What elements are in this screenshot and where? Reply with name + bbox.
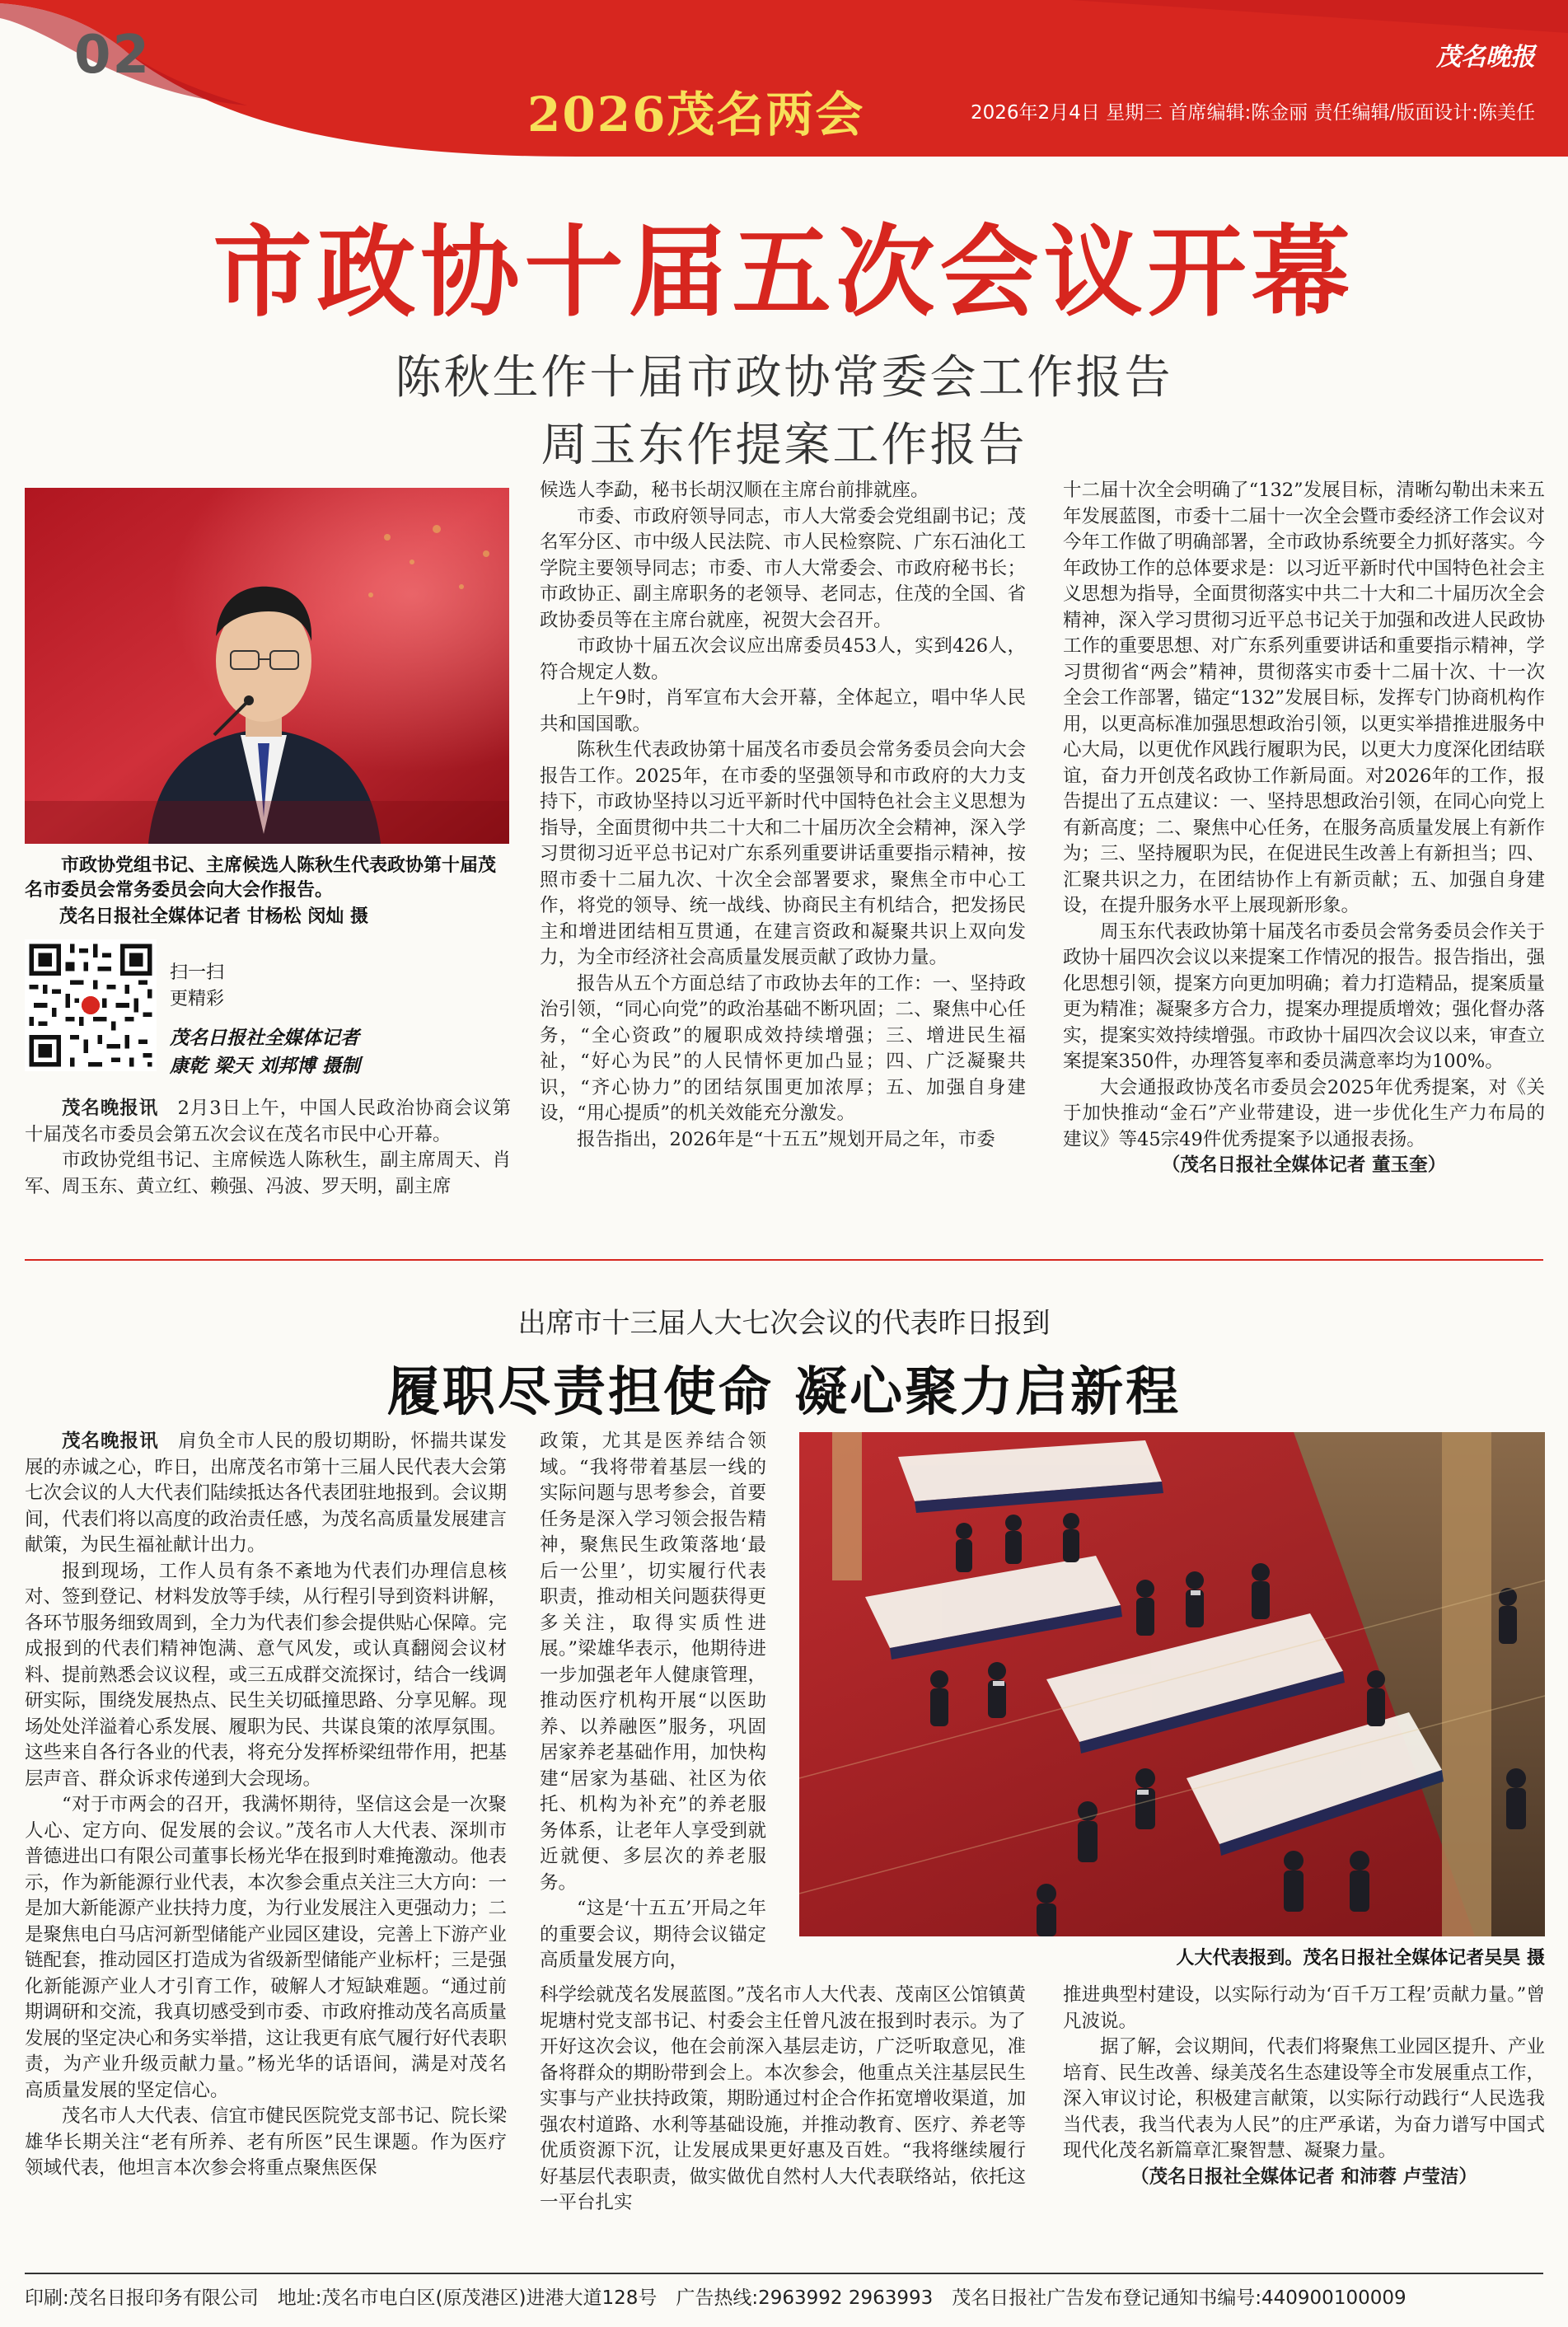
subheadline-2: 周玉东作提案工作报告 bbox=[541, 419, 1027, 472]
main-headline: 市政协十届五次会议开幕 bbox=[213, 216, 1355, 330]
story1-paragraph-2: 市政协党组书记、主席候选人陈秋生，副主席周天、肖军、周玉东、黄立红、赖强、冯波、罗天明，副主席 bbox=[25, 1149, 511, 1197]
page-number: 02 bbox=[74, 25, 152, 86]
story2-column-1 bbox=[25, 1429, 507, 2261]
story2-byline: （茂名日报社全媒体记者 和沛蓉 卢莹洁） bbox=[1130, 2165, 1477, 2188]
story1-col3-p3: 大会通报政协茂名市委员会2025年优秀提案，对《关于加快推动“金石”产业带建设，进一步优化生产力布局的建议》等45宗49件优秀提案予以通报表扬。 bbox=[1063, 1076, 1545, 1150]
registration-photo-caption: 人大代表报到。茂名日报社全媒体记者吴昊 摄 bbox=[1176, 1948, 1545, 1969]
registration-photo bbox=[799, 1432, 1545, 1936]
story1-column-2 bbox=[540, 478, 1026, 1249]
story2-column-2-continued bbox=[540, 1983, 1026, 2261]
story1-col2-p4: 上午9时，肖军宣布大会开幕，全体起立，唱中华人民共和国国歌。 bbox=[540, 687, 1026, 735]
dateline: 茂名晚报讯 bbox=[62, 1098, 159, 1119]
story-divider bbox=[25, 1259, 1543, 1261]
story1-col2-p7: 报告指出，2026年是“十五五”规划开局之年，市委 bbox=[577, 1128, 995, 1150]
story1-byline: （茂名日报社全媒体记者 董玉奎） bbox=[1161, 1154, 1447, 1176]
qr-label-more: 更精彩 bbox=[170, 989, 225, 1009]
story2-kicker: 出席市十三届人大七次会议的代表昨日报到 bbox=[517, 1307, 1051, 1340]
qr-label-scan: 扫一扫 bbox=[170, 962, 225, 983]
footer-imprint: 印刷:茂名日报印务有限公司 地址:茂名市电白区(原茂港区)进港大道128号 广告热线:2963992 2963993 茂名日报社广告发布登记通知书编号:440900100009 bbox=[25, 2287, 1407, 2309]
story2-col3-p2: 据了解，会议期间，代表们将聚焦工业园区提升、产业培育、民生改善、绿美茂名生态建设等全市发展重点工作，深入审议讨论，积极建言献策，以实际行动践行“人民选我当代表，我当代表为人民”的庄严承诺，为奋力谱写中国式现代化茂名新篇章汇聚智慧、凝聚力量。 bbox=[1063, 2036, 1546, 2161]
story2-headline: 履职尽责担使命 凝心聚力启新程 bbox=[386, 1362, 1182, 1423]
story2-column-3 bbox=[1063, 1983, 1545, 2261]
section-title: 2026茂名两会 bbox=[527, 87, 865, 143]
story1-col2-p5: 陈秋生代表政协第十届茂名市委员会常务委员会向大会报告工作。2025年，在市委的坚强领导和市政府的大力支持下，市政协坚持以习近平新时代中国特色社会主义思想为指导，全面贯彻中共二十大和二十届历次全会精神，深入学习贯彻习近平总书记对广东系列重要讲话重要指示精神，按照市委十二届九次、十次全会部署要求，聚焦全市中心工作，将党的领导、统一战线、协商民主有机结合，把发扬民主和增进团结相互贯通，在建言资政和凝聚共识上双向发力，为全市经济社会高质量发展贡献了政协力量。 bbox=[540, 739, 1026, 968]
story1-col2-p2: 市委、市政府领导同志，市人大常委会党组副书记；茂名军分区、市中级人民法院、市人民检察院、广东石油化工学院主要领导同志；市委、市人大常委会、市政府秘书长；市政协正、副主席职务的老领导、老同志，住茂的全国、省政协委员等在主席台就座，祝贺大会召开。 bbox=[540, 505, 1026, 631]
story2-col2-p1: 政策，尤其是医养结合领域。“我将带着基层一线的实际问题与思考参会，首要任务是深入学习领会报告精神，聚焦民生政策落地‘最后一公里’，切实履行代表职责，推动相关问题获得更多关注，取得实质性进展。”梁雄华表示，他期待进一步加强老年人健康管理，推动医疗机构开展“以医助养、以养融医”服务，巩固居家养老基础作用，加快构建“居家为基础、社区为依托、机构为补充”的养老服务体系，让老年人享受到就近就便、多层次的养老服务。 bbox=[540, 1430, 766, 1894]
qr-code-image bbox=[25, 939, 157, 1071]
story2-paragraph-3: “对于市两会的召开，我满怀期待，坚信这会是一次聚人心、定方向、促发展的会议。”茂名市人大代表、深圳市普德进出口有限公司董事长杨光华在报到时难掩激动。他表示，作为新能源行业代表，本次参会重点关注三大方向：一是加大新能源产业扶持力度，为行业发展注入更强动力；二是聚焦电白马店河新型储能产业园区建设，完善上下游产业链配套，推动园区打造成为省级新型储能产业标杆；三是强化新能源产业人才引育工作，破解人才短缺难题。“通过前期调研和交流，我真切感受到市委、市政府推动茂名高质量发展的坚定决心和务实举措，这让我更有底气履行好代表职责，为产业升级贡献力量。”杨光华的话语间，满是对茂名高质量发展的坚定信心。 bbox=[25, 1794, 508, 2101]
speaker-photo-credit: 茂名日报社全媒体记者 甘杨松 闵灿 摄 bbox=[59, 906, 368, 927]
story1-column-1 bbox=[25, 1096, 511, 1249]
story2-col3-p1: 推进典型村建设，以实际行动为‘百千万工程’贡献力量。”曾凡波说。 bbox=[1063, 1984, 1545, 2032]
story1-col3-p1: 十二届十次全会明确了“132”发展目标，清晰勾勒出未来五年发展蓝图，市委十二届十一次全会暨市委经济工作会议对今年工作做了明确部署，全市政协系统要全力抓好落实。今年政协工作的总体要求是：以习近平新时代中国特色社会主义思想为指导，全面贯彻落实中共二十大和二十届历次全会精神，深入学习贯彻习近平总书记关于加强和改进人民政协工作的重要思想、对广东系列重要讲话和重要指示精神，学习贯彻省“两会”精神，贯彻落实市委十二届十次、十一次全会工作部署，锚定“132”发展目标，发挥专门协商机构作用，以更高标准加强思想政治引领，以更实举措推进服务中心大局，以更优作风践行履职为民，以更大力度深化团结联谊，奋力开创茂名政协工作新局面。对2026年的工作，报告提出了五点建议：一、坚持思想政治引领，在同心向党上有新高度；二、聚焦中心任务，在服务高质量发展上有新作为；三、坚持履职为民，在促进民生改善上有新担当；四、汇聚共识之力，在团结协作上有新贡献；五、加强自身建设，在提升服务水平上展现新形象。 bbox=[1063, 480, 1546, 916]
story1-col2-p3: 市政协十届五次会议应出席委员453人，实到426人，符合规定人数。 bbox=[540, 635, 1026, 683]
story2-paragraph-1: 肩负全市人民的殷切期盼，怀揣共谋发展的赤诚之心，昨日，出席茂名市第十三届人民代表大会第七次会议的人大代表们陆续抵达各代表团驻地报到。会议期间，代表们将以高度的政治责任感，为茂名高质量发展建言献策，为民生福祉献计出力。 bbox=[25, 1430, 508, 1556]
speaker-photo bbox=[25, 488, 509, 844]
speaker-photo-caption bbox=[25, 854, 509, 903]
story2-col2-p2: “这是‘十五五’开局之年的重要会议，期待会议锚定高质量发展方向， bbox=[540, 1898, 766, 1971]
footer-rule bbox=[25, 2273, 1543, 2274]
speaker-photo-caption-text: 市政协党组书记、主席候选人陈秋生代表政协第十届茂名市委员会常务委员会向大会作报告。 bbox=[25, 855, 497, 901]
story1-col2-p1: 候选人李勐，秘书长胡汉顺在主席台前排就座。 bbox=[540, 480, 929, 501]
story2-column-2 bbox=[540, 1429, 766, 1971]
story2-paragraph-4: 茂名市人大代表、信宜市健民医院党支部书记、院长梁雄华长期关注“老有所养、老有所医”民生课题。作为医疗领域代表，他坦言本次参会将重点聚焦医保 bbox=[25, 2105, 508, 2179]
issue-info: 2026年2月4日 星期三 首席编辑:陈金丽 责任编辑/版面设计:陈美任 bbox=[971, 102, 1535, 124]
video-credit-names: 康乾 梁天 刘邦博 摄制 bbox=[170, 1056, 361, 1077]
story2-dateline: 茂名晚报讯 bbox=[62, 1430, 159, 1452]
story1-paragraph-1: 2月3日上午，中国人民政治协商会议第十届茂名市委员会第五次会议在茂名市民中心开幕。 bbox=[25, 1098, 511, 1145]
story1-col3-p2: 周玉东代表政协第十届茂名市委员会常务委员会作关于政协十届四次会议以来提案工作情况的报告。报告指出，强化思想引领，提案方向更加明确；着力打造精品，提案质量更为精准；凝聚多方合力，提案办理提质增效；强化督办落实，提案实效持续增强。市政协十届四次会议以来，审查立案提案350件，办理答复率和委员满意率均为100%。 bbox=[1063, 920, 1546, 1072]
story1-column-3 bbox=[1063, 478, 1545, 1249]
story2-wide-p1: 科学绘就茂名发展蓝图。”茂名市人大代表、茂南区公馆镇黄坭塘村党支部书记、村委会主任曾凡波在报到时表示。为了开好这次会议，他在会前深入基层走访，广泛听取意见，准备将群众的期盼带到会上。本次参会，他重点关注基层民生实事与产业扶持政策，期盼通过村企合作拓宽增收渠道，加强农村道路、水利等基础设施，并推动教育、医疗、养老等优质资源下沉，让发展成果更好惠及百姓。“我将继续履行好基层代表职责，做实做优自然村人大代表联络站，依托这一平台扎实 bbox=[540, 1984, 1026, 2213]
story1-col2-p6: 报告从五个方面总结了市政协去年的工作：一、坚持政治引领，“同心向党”的政治基础不断巩固；二、聚焦中心任务，“全心资政”的履职成效持续增强；三、增进民生福祉，“好心为民”的人民情怀更加凸显；四、广泛凝聚共识，“齐心协力”的团结氛围更加浓厚；五、加强自身建设，“用心提质”的机关效能充分激发。 bbox=[540, 972, 1026, 1124]
newspaper-logo: 茂名晚报 bbox=[1436, 43, 1535, 72]
video-credit-org: 茂名日报社全媒体记者 bbox=[170, 1028, 359, 1049]
page-header bbox=[0, 0, 1568, 157]
story2-paragraph-2: 报到现场，工作人员有条不紊地为代表们办理信息核对、签到登记、材料发放等手续，从行程引导到资料讲解，各环节服务细致周到，全力为代表们参会提供贴心保障。完成报到的代表们精神饱满、意气风发，或认真翻阅会议材料、提前熟悉会议议程，或三五成群交流探讨，结合一线调研实际，围绕发展热点、民生关切砥撞思路、分享见解。现场处处洋溢着心系发展、履职为民、共谋良策的浓厚氛围。这些来自各行各业的代表，将充分发挥桥梁纽带作用，把基层声音、群众诉求传递到大会现场。 bbox=[25, 1560, 508, 1790]
qr-code[interactable] bbox=[25, 939, 157, 1071]
subheadline-1: 陈秋生作十届市政协常委会工作报告 bbox=[395, 351, 1173, 405]
